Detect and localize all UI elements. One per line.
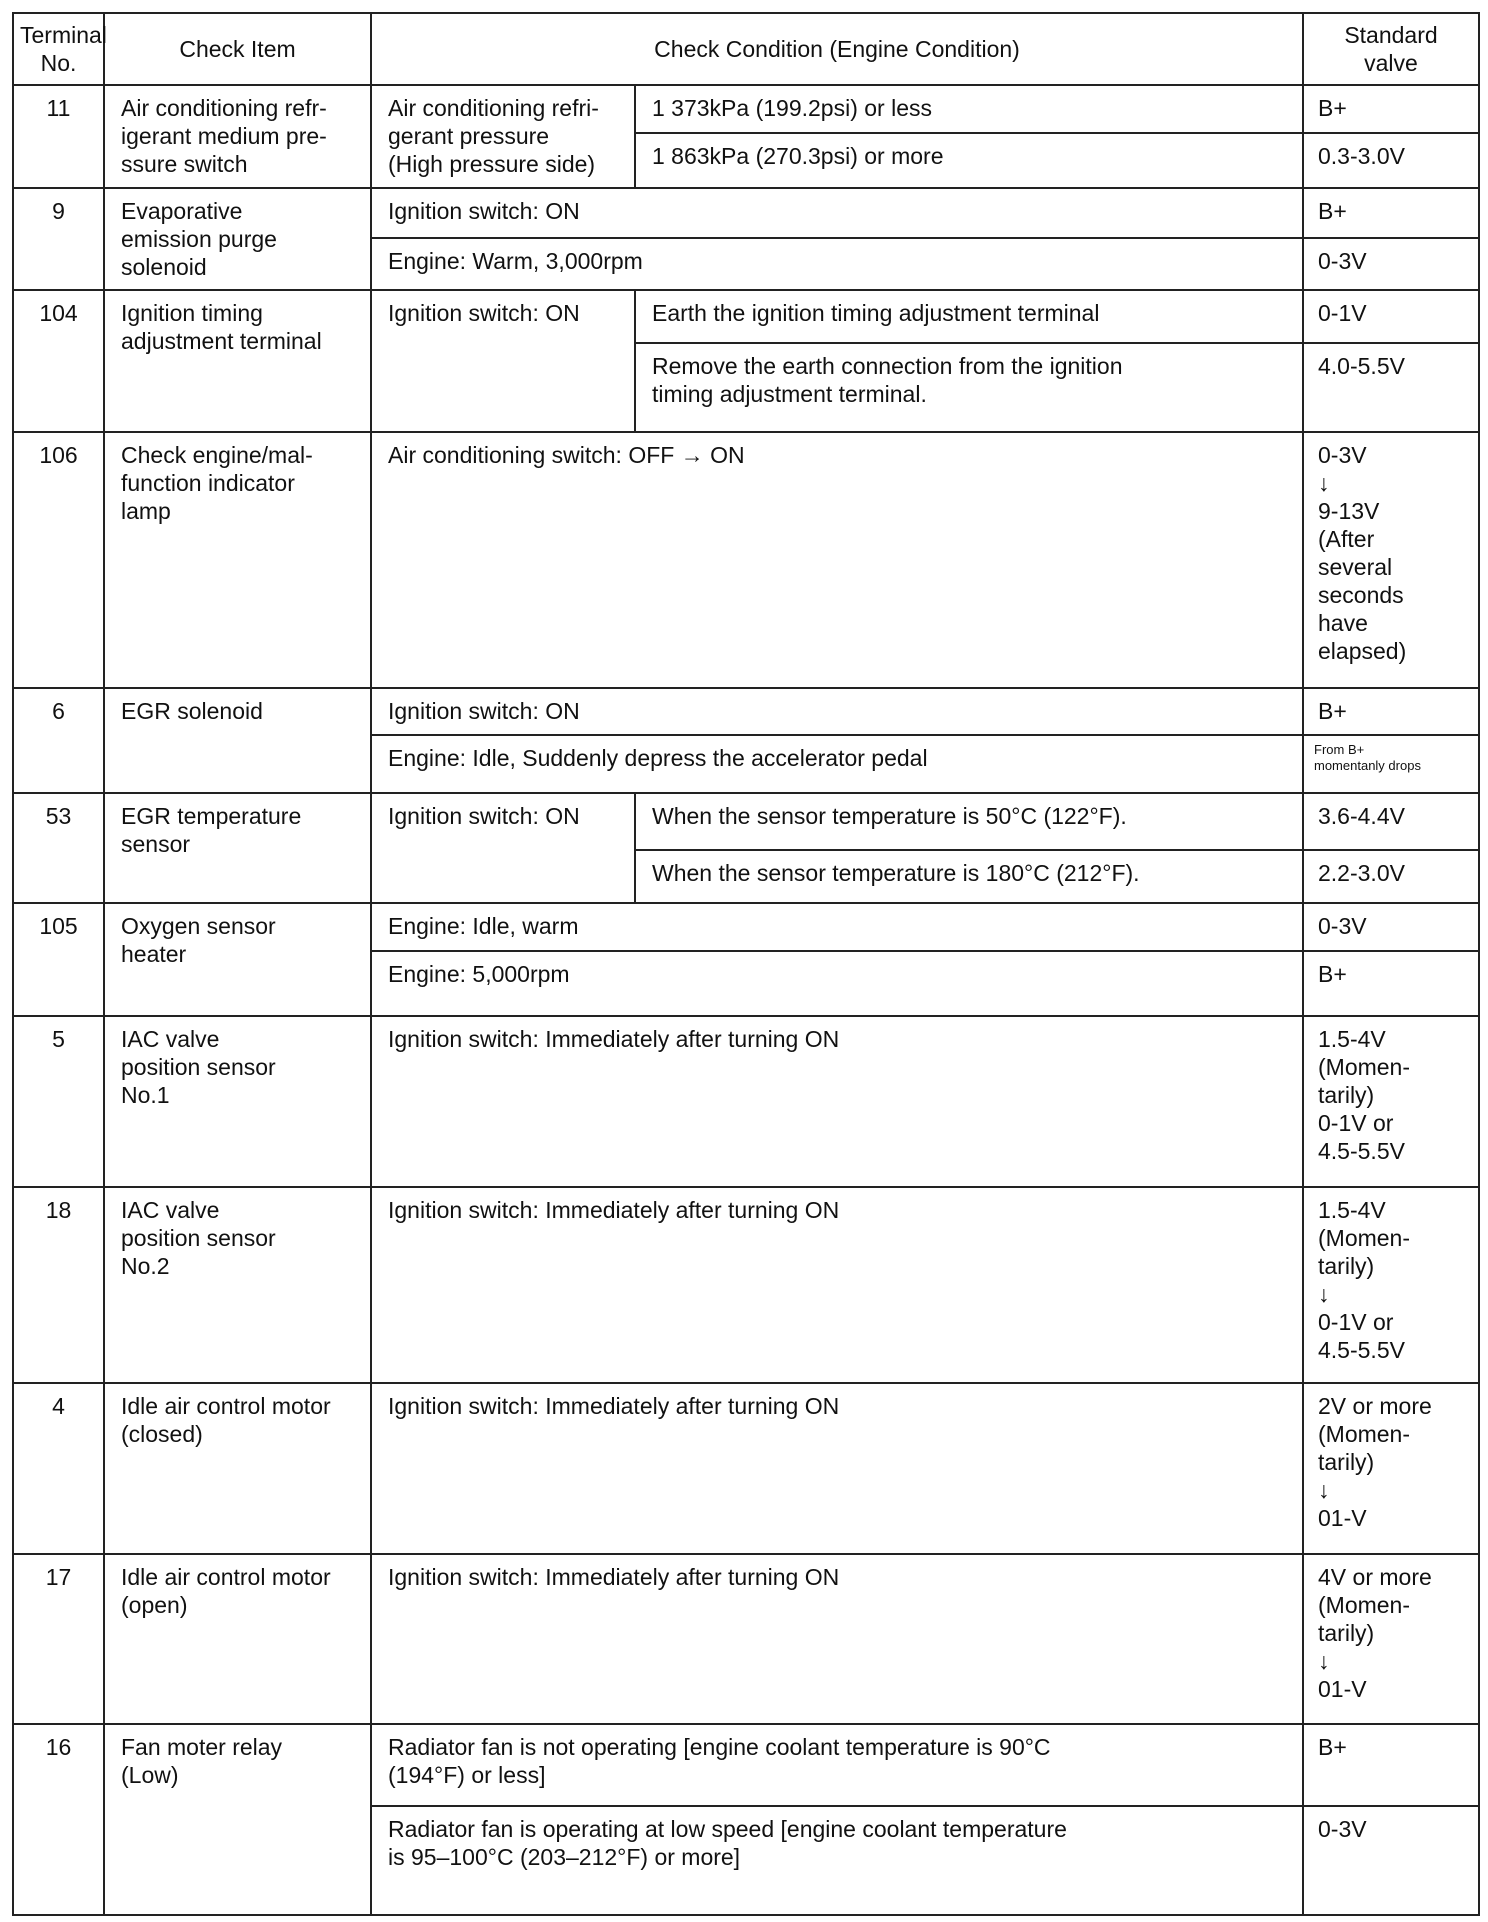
standard-value: B+ bbox=[1303, 1724, 1479, 1806]
check-condition: Engine: 5,000rpm bbox=[371, 951, 1303, 1017]
check-item: Oxygen sensor heater bbox=[104, 903, 371, 1016]
sub-condition: Earth the ignition timing adjustment terminal bbox=[635, 290, 1303, 343]
table-row bbox=[13, 188, 1479, 238]
sub-condition: 1 373kPa (199.2psi) or less bbox=[635, 85, 1303, 133]
standard-value: B+ bbox=[1303, 688, 1479, 735]
standard-value: 0-3V ↓ 9-13V (After several seconds have elapsed) bbox=[1303, 432, 1479, 688]
table-row bbox=[13, 290, 1479, 343]
check-item: Idle air control motor (closed) bbox=[104, 1383, 371, 1553]
header-terminal-no: Terminal No. bbox=[13, 13, 104, 85]
table-row bbox=[13, 1016, 1479, 1186]
terminal-no: 106 bbox=[13, 432, 104, 688]
terminal-no: 11 bbox=[13, 85, 104, 188]
terminal-no: 18 bbox=[13, 1187, 104, 1384]
table-row bbox=[13, 1724, 1479, 1806]
terminal-no: 6 bbox=[13, 688, 104, 793]
check-condition: Ignition switch: ON bbox=[371, 188, 1303, 238]
check-item: Ignition timing adjustment terminal bbox=[104, 290, 371, 432]
terminal-no: 4 bbox=[13, 1383, 104, 1553]
check-condition: Air conditioning switch: OFF → ON bbox=[371, 432, 1303, 688]
standard-value: 0.3-3.0V bbox=[1303, 133, 1479, 188]
check-item: IAC valve position sensor No.2 bbox=[104, 1187, 371, 1384]
check-condition: Radiator fan is not operating [engine coolant temperature is 90°C (194°F) or less] bbox=[371, 1724, 1303, 1806]
check-item: Check engine/mal- function indicator lamp bbox=[104, 432, 371, 688]
check-item: Air conditioning refr- igerant medium pre- ssure switch bbox=[104, 85, 371, 188]
terminal-no: 105 bbox=[13, 903, 104, 1016]
standard-value: 2.2-3.0V bbox=[1303, 850, 1479, 903]
header-check-item: Check Item bbox=[104, 13, 371, 85]
table-row bbox=[13, 1383, 1479, 1553]
table-row bbox=[13, 688, 1479, 735]
check-item: Idle air control motor (open) bbox=[104, 1554, 371, 1724]
standard-value: 1.5-4V (Momen- tarily) ↓ 0-1V or 4.5-5.5V bbox=[1303, 1187, 1479, 1384]
check-item: EGR temperature sensor bbox=[104, 793, 371, 904]
check-condition: Ignition switch: ON bbox=[371, 688, 1303, 735]
standard-value: B+ bbox=[1303, 85, 1479, 133]
table-row bbox=[13, 793, 1479, 850]
check-condition: Ignition switch: Immediately after turning ON bbox=[371, 1187, 1303, 1384]
check-condition: Ignition switch: Immediately after turning ON bbox=[371, 1554, 1303, 1724]
table-row bbox=[13, 85, 1479, 133]
table-row bbox=[13, 1554, 1479, 1724]
check-condition: Engine: Idle, warm bbox=[371, 903, 1303, 950]
check-condition: Engine: Idle, Suddenly depress the accelerator pedal bbox=[371, 735, 1303, 792]
standard-value: From B+ momentanly drops bbox=[1303, 735, 1479, 792]
check-condition: Radiator fan is operating at low speed [engine coolant temperature is 95–100°C (203–212°F) or more] bbox=[371, 1806, 1303, 1915]
terminal-no: 104 bbox=[13, 290, 104, 432]
table-header-row bbox=[13, 13, 1479, 85]
standard-value: 3.6-4.4V bbox=[1303, 793, 1479, 850]
table-row bbox=[13, 1187, 1479, 1384]
header-standard-value: Standard valve bbox=[1303, 13, 1479, 85]
table-row bbox=[13, 432, 1479, 688]
terminal-no: 9 bbox=[13, 188, 104, 291]
sub-condition: Remove the earth connection from the ignition timing adjustment terminal. bbox=[635, 343, 1303, 431]
standard-value: 1.5-4V (Momen- tarily) 0-1V or 4.5-5.5V bbox=[1303, 1016, 1479, 1186]
standard-value: B+ bbox=[1303, 951, 1479, 1017]
sub-condition: 1 863kPa (270.3psi) or more bbox=[635, 133, 1303, 188]
terminal-no: 16 bbox=[13, 1724, 104, 1915]
check-condition: Ignition switch: Immediately after turning ON bbox=[371, 1383, 1303, 1553]
check-condition: Ignition switch: Immediately after turning ON bbox=[371, 1016, 1303, 1186]
check-item: IAC valve position sensor No.1 bbox=[104, 1016, 371, 1186]
terminal-no: 5 bbox=[13, 1016, 104, 1186]
sub-condition: When the sensor temperature is 180°C (212°F). bbox=[635, 850, 1303, 903]
standard-value: B+ bbox=[1303, 188, 1479, 238]
terminal-no: 53 bbox=[13, 793, 104, 904]
standard-value: 0-3V bbox=[1303, 238, 1479, 290]
check-condition: Ignition switch: ON bbox=[371, 290, 635, 432]
terminal-check-table bbox=[12, 12, 1480, 1916]
check-item: EGR solenoid bbox=[104, 688, 371, 793]
check-item: Fan moter relay (Low) bbox=[104, 1724, 371, 1915]
header-check-condition: Check Condition (Engine Condition) bbox=[371, 13, 1303, 85]
standard-value: 0-3V bbox=[1303, 903, 1479, 950]
standard-value: 4V or more (Momen- tarily) ↓ 01-V bbox=[1303, 1554, 1479, 1724]
check-condition: Engine: Warm, 3,000rpm bbox=[371, 238, 1303, 290]
standard-value: 0-3V bbox=[1303, 1806, 1479, 1915]
check-item: Evaporative emission purge solenoid bbox=[104, 188, 371, 291]
sub-condition: When the sensor temperature is 50°C (122°F). bbox=[635, 793, 1303, 850]
table-row bbox=[13, 903, 1479, 950]
check-condition: Ignition switch: ON bbox=[371, 793, 635, 904]
standard-value: 0-1V bbox=[1303, 290, 1479, 343]
check-condition: Air conditioning refri- gerant pressure (High pressure side) bbox=[371, 85, 635, 188]
standard-value: 2V or more (Momen- tarily) ↓ 01-V bbox=[1303, 1383, 1479, 1553]
standard-value: 4.0-5.5V bbox=[1303, 343, 1479, 431]
terminal-no: 17 bbox=[13, 1554, 104, 1724]
